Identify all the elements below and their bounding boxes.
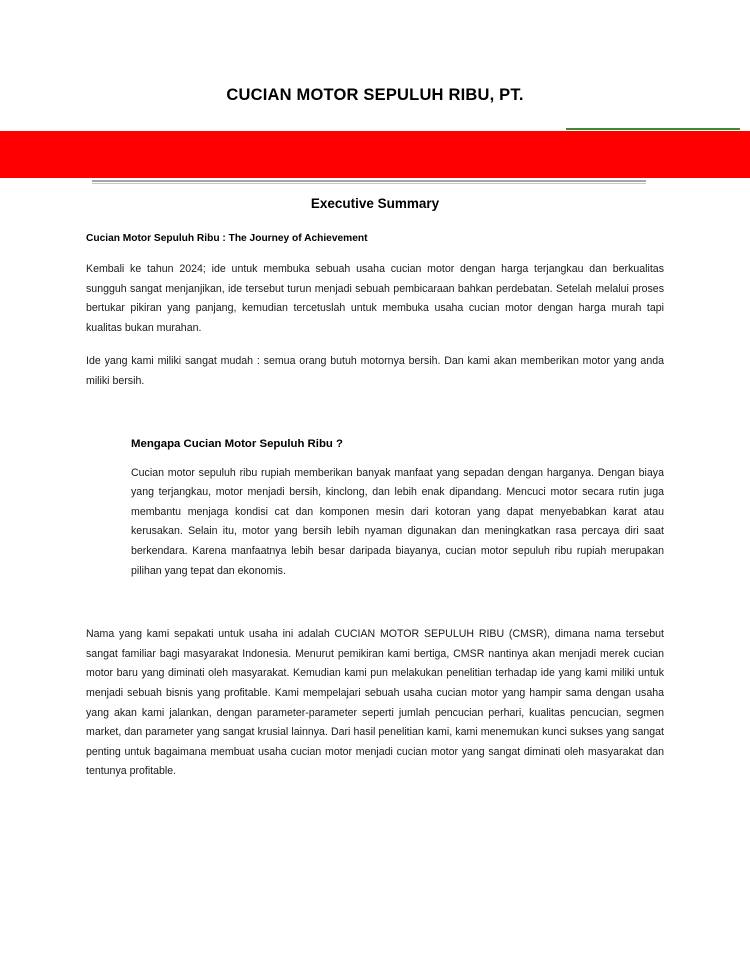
paragraph-closing: Nama yang kami sepakati untuk usaha ini adalah CUCIAN MOTOR SEPULUH RIBU (CMSR), dimana nama tersebut sangat familiar bagi masyarakat Indonesia. Menurut pemikiran kami bertiga, CMSR nantinya akan menjadi merek cucian motor baru yang diminati oleh masyarakat. Kemudian kami pun melakukan penelitian terhadap ide yang kami miliki untuk menjadi sebuah bisnis yang profitable. Kami mempelajari sebuah usaha cucian motor yang hampir sama dengan usaha yang akan kami jalankan, dengan parameter-parameter seperti jumlah pencucian perhari, kualitas pencucian, segmen market, dan parameter yang sangat krusial lainnya. Dari hasil penelitian kami, kami menemukan kunci sukses yang sangat penting untuk bagaimana membuat usaha cucian motor menjadi cucian motor yang sangat diminati oleh masyarakat dan tentunya profitable. [86, 628, 664, 778]
header-gray-divider-secondary [92, 183, 646, 184]
document-body [86, 196, 664, 796]
section-heading-executive-summary: Executive Summary [310, 196, 440, 211]
section-closing [86, 625, 664, 782]
paragraph-why-body: Cucian motor sepuluh ribu rupiah memberikan banyak manfaat yang sepadan dengan harganya. Dengan biaya yang terjangkau, motor menjadi bersih, kinclong, dan lebih enak dipandang. Mencuci motor secara rutin juga membantu menjaga kondisi cat dan komponen mesin dari kotoran yang dapat menyebabkan karat atau kerusakan. Selain itu, motor yang bersih lebih nyaman digunakan dan meningkatkan rasa percaya diri saat berkendara. Karena manfaatnya lebih besar daripada biayanya, cucian motor sepuluh ribu rupiah merupakan pilihan yang tepat dan ekonomis. [131, 466, 664, 577]
section-why-cmsr [131, 438, 664, 582]
document-subtitle: Cucian Motor Sepuluh Ribu : The Journey of Achievement [86, 233, 368, 244]
page-title: CUCIAN MOTOR SEPULUH RIBU, PT. [226, 86, 524, 104]
paragraph-intro-1: Kembali ke tahun 2024; ide untuk membuka sebuah usaha cucian motor dengan harga terjangkau dan berkualitas sungguh sangat menjanjikan, ide tersebut turun menjadi sebuah pembicaraan bahkan perdebatan. Setelah melalui proses bertukar pikiran yang panjang, kemudian tercetuslah untuk membuka usaha cucian motor dengan harga murah tapi kualitas bukan murahan. [86, 263, 664, 334]
header-red-banner [0, 131, 750, 178]
paragraph-intro-2: Ide yang kami miliki sangat mudah : semua orang butuh motornya bersih. Dan kami akan memberikan motor yang anda miliki bersih. [86, 355, 664, 387]
sub-heading-why-cmsr: Mengapa Cucian Motor Sepuluh Ribu ? [131, 437, 343, 450]
header-gray-divider [92, 180, 646, 182]
header-green-accent-rule [566, 128, 740, 130]
